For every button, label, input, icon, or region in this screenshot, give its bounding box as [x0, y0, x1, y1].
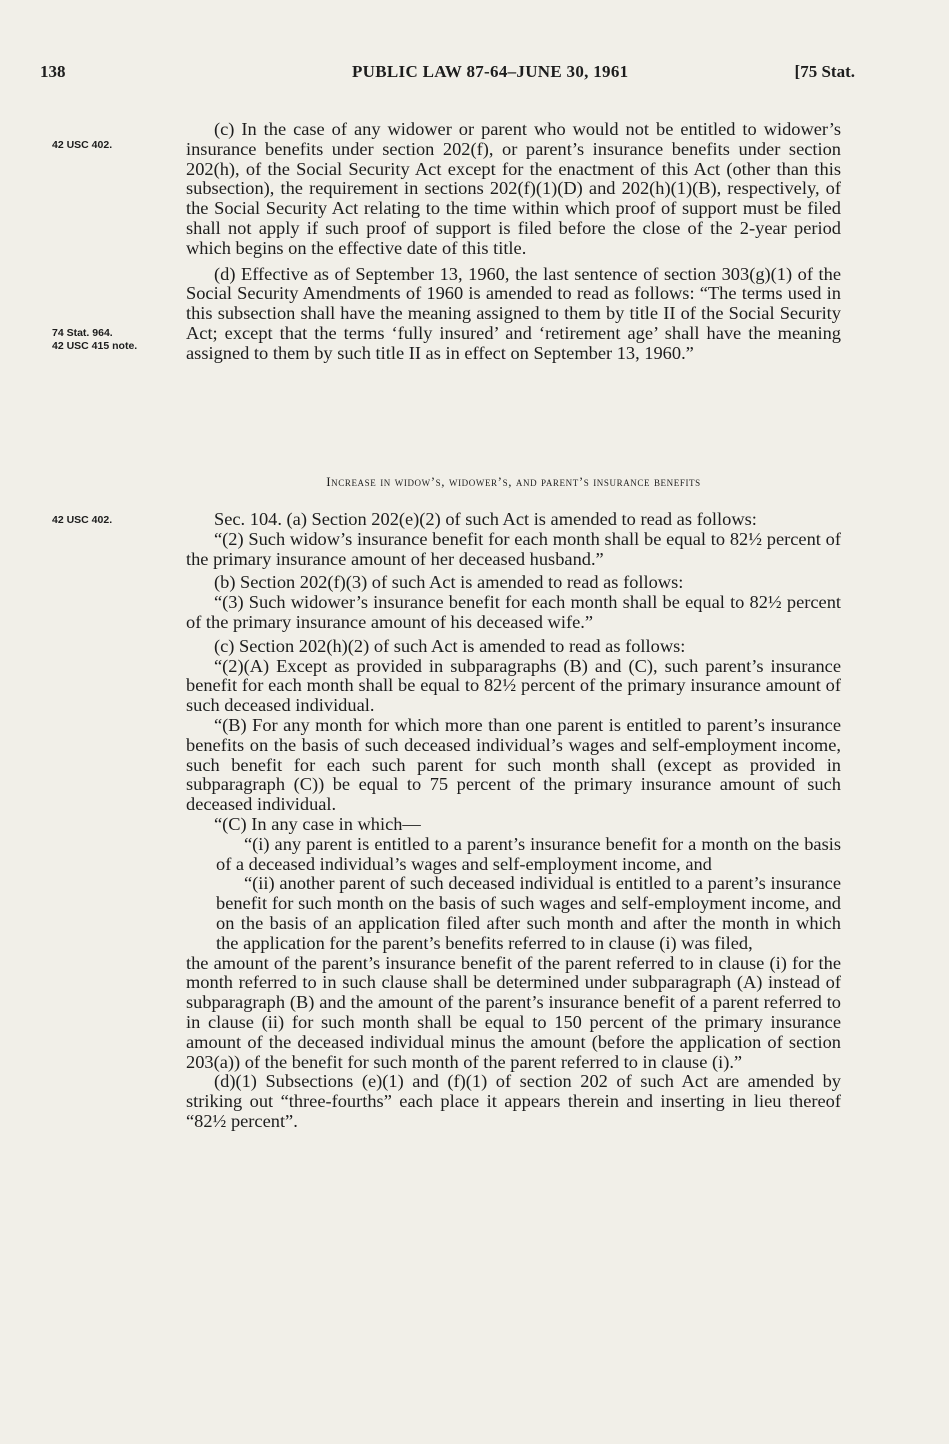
sec104-paragraph-b: (b) Section 202(f)(3) of such Act is amended to read as follows:: [214, 572, 684, 593]
margin-note-usc-402: 42 USC 402.: [52, 139, 113, 151]
quoted-clause-i: “(i) any parent is entitled to a parent’s insurance benefit for a month on the basis of a deceased individual’s wages and self-employment income, and: [216, 833, 841, 874]
quoted-paragraph-2: “(2) Such widow’s insurance benefit for each month shall be equal to 82½ percent of the primary insurance amount of her deceased husband.”: [186, 528, 841, 569]
margin-note-line: 42 USC 415 note.: [52, 340, 138, 352]
page-title: PUBLIC LAW 87-64–JUNE 30, 1961: [352, 62, 629, 81]
quoted-flush-text: the amount of the parent’s insurance benefit of the parent referred to in clause (i) for the month referred to in such clause shall be determined under subparagraph (A) instead of subparagraph (B) and the amount of the parent’s insurance benefit of a parent referred to in clause (ii) for such month shall be equal to 150 percent of the primary insurance amount of the deceased individual minus the amount (before the application of section 203(a)) of the benefit for such month of the parent referred to in clause (i).”: [186, 952, 841, 1072]
section-heading: Increase in widow’s, widower’s, and parent’s insurance benefits: [326, 474, 701, 489]
section-104-body: [186, 510, 841, 1132]
sec104-paragraph-c: (c) Section 202(h)(2) of such Act is amended to read as follows:: [214, 635, 686, 656]
sec104-paragraph-a: Sec. 104. (a) Section 202(e)(2) of such Act is amended to read as follows:: [214, 509, 757, 529]
paragraph-c: (c) In the case of any widower or parent who would not be entitled to widower’s insurance benefits under section 202(f), or parent’s insurance benefits under section 202(h), of the Social Security Act except for the enactment of this Act (other than this subsection), the requirement in sections 202(f)(1)(D) and 202(h)(1)(B), respectively, of the Social Security Act relating to the time within which proof of support must be filed shall not apply if such proof of support is filed before the close of the 2-year period which begins on the effective date of this title.: [186, 119, 841, 258]
quoted-subparagraph-b: “(B) For any month for which more than one parent is entitled to parent’s insurance benefits on the basis of such deceased individual’s wages and self-employment income, such benefit for each such parent for such month shall (except as provided in subparagraph (C)) be equal to 75 percent of the primary insurance amount of such deceased individual.: [186, 714, 841, 815]
quoted-clause-ii: “(ii) another parent of such deceased individual is entitled to a parent’s insurance benefit for such month on the basis of such wages and self-employment income, and on the basis of an application filed after such month and after the month in which the application for the parent’s benefits referred to in clause (i) was filed,: [216, 873, 841, 953]
sec104-paragraph-d1: (d)(1) Subsections (e)(1) and (f)(1) of section 202 of such Act are amended by striking out “three-fourths” each place it appears therein and inserting in lieu thereof “82½ percent”.: [186, 1071, 841, 1131]
page-header: [40, 62, 855, 88]
margin-note-stat-964: [52, 327, 182, 353]
paragraph-d: (d) Effective as of September 13, 1960, the last sentence of section 303(g)(1) of the Social Security Amendments of 1960 is amended to read as follows: “The terms used in this subsection shall have the meaning assigned to them by title II of the Social Security Act; except that the terms ‘fully insured’ and ‘retirement age’ shall have the meaning assigned to them by such title II as in effect on September 13, 1960.”: [186, 263, 841, 363]
statute-citation: [75 Stat.: [794, 62, 855, 81]
quoted-paragraph-3: “(3) Such widower’s insurance benefit for each month shall be equal to 82½ percent of the primary insurance amount of his deceased wife.”: [186, 592, 841, 632]
page-number: 138: [40, 62, 66, 81]
section-103-paragraphs: [186, 120, 841, 364]
margin-note-line: 74 Stat. 964.: [52, 327, 113, 339]
quoted-subparagraph-c: “(C) In any case in which—: [214, 813, 421, 834]
quoted-subparagraph-a: “(2)(A) Except as provided in subparagraphs (B) and (C), such parent’s insurance benefit for each month shall be equal to 82½ percent of the primary insurance amount of such deceased individual.: [186, 655, 841, 716]
margin-note-usc-402-sec104: 42 USC 402.: [52, 514, 113, 526]
